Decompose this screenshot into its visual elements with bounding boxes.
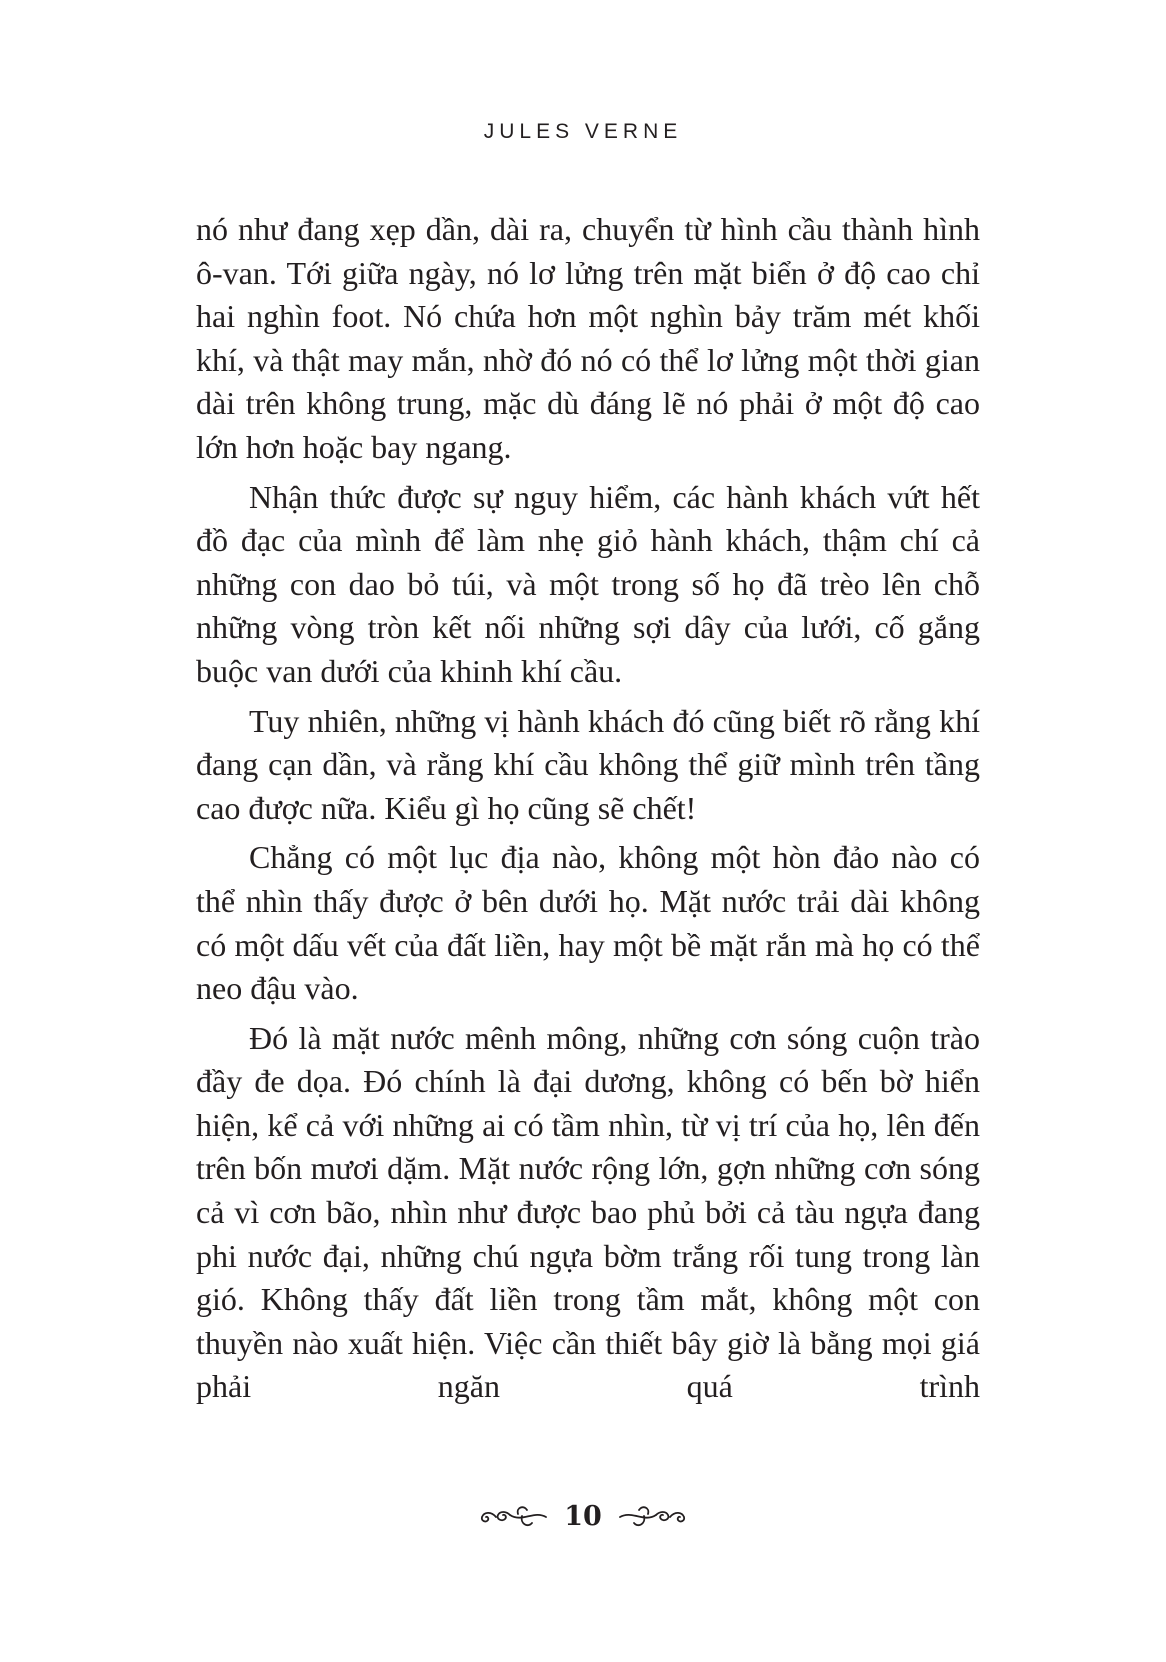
flourish-left-icon bbox=[478, 1502, 548, 1530]
body-text bbox=[196, 208, 980, 1409]
page-footer bbox=[0, 1496, 1166, 1536]
paragraph: Tuy nhiên, những vị hành khách đó cũng biết rõ rằng khí đang cạn dần, và rằng khí cầu không thể giữ mình trên tầng cao được nữa. Kiểu gì họ cũng sẽ chết! bbox=[196, 702, 980, 826]
page-number: 10 bbox=[564, 1500, 602, 1532]
paragraph: Nhận thức được sự nguy hiểm, các hành khách vứt hết đồ đạc của mình để làm nhẹ giỏ hành khách, thậm chí cả những con dao bỏ túi, và một trong số họ đã trèo lên chỗ những vòng tròn kết nối những sợi dây của lưới, cố gắng buộc van dưới của khinh khí cầu. bbox=[196, 478, 980, 689]
running-header: JULES VERNE bbox=[483, 120, 683, 143]
flourish-right-icon bbox=[618, 1502, 688, 1530]
paragraph: nó như đang xẹp dần, dài ra, chuyển từ hình cầu thành hình ô-van. Tới giữa ngày, nó lơ lửng trên mặt biển ở độ cao chỉ hai nghìn foot. Nó chứa hơn một nghìn bảy trăm mét khối khí, và thật may mắn, nhờ đó nó có thể lơ lửng một thời gian dài trên không trung, mặc dù đáng lẽ nó phải ở một độ cao lớn hơn hoặc bay ngang. bbox=[196, 211, 980, 465]
paragraph: Chẳng có một lục địa nào, không một hòn đảo nào có thể nhìn thấy được ở bên dưới họ. Mặt nước trải dài không có một dấu vết của đất liền, hay một bề mặt rắn mà họ có thể neo đậu vào. bbox=[196, 839, 980, 1007]
paragraph: Đó là mặt nước mênh mông, những cơn sóng cuộn trào đầy đe dọa. Đó chính là đại dương, không có bến bờ hiển hiện, kể cả với những ai có tầm nhìn, từ vị trí của họ, lên đến trên bốn mươi dặm. Mặt nước rộng lớn, gợn những cơn sóng cả vì cơn bão, nhìn như được bao phủ bởi cả tàu ngựa đang phi nước đại, những chú ngựa bờm trắng rối tung trong làn gió. Không thấy đất liền trong tầm mắt, không một con thuyền nào xuất hiện. Việc cần thiết bây giờ là bằng mọi giá phải ngăn quá trình bbox=[196, 1019, 980, 1405]
